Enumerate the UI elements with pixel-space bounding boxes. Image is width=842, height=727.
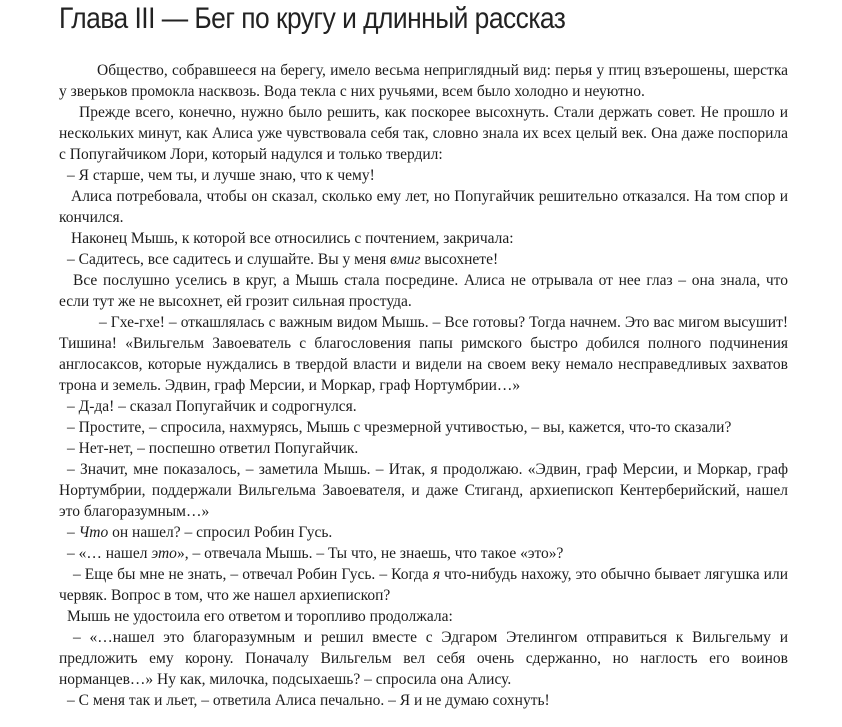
paragraph: – Садитесь, все садитесь и слушайте. Вы у меня вмиг высохнете!: [67, 251, 499, 268]
paragraph: Общество, собравшееся на берегу, имело весьма неприглядный вид: перья у птиц взъерошены, шерстка у зверьков промокла насквозь. Вода текла с них ручьями, всем было холодно и неуютно.: [59, 62, 788, 100]
paragraph: – Значит, мне показалось, – заметила Мышь. – Итак, я продолжаю. «Эдвин, граф Мерсии, и Моркар, граф Нортумбрии, поддержали Вильгельма Завоевателя, и даже Стиганд, архиепископ Кентерберийский, нашел это благоразумным…»: [59, 461, 788, 520]
paragraph: Прежде всего, конечно, нужно было решить, как поскорее высохнуть. Стали держать совет. Не прошло и нескольких минут, как Алиса уже чувствовала себя так, словно знала их всех целый век. Она даже поспорила с Попугайчиком Лори, который надулся и только твердил:: [59, 104, 788, 163]
paragraph: – Я старше, чем ты, и лучше знаю, что к чему!: [67, 167, 375, 184]
paragraph: Мышь не удостоила его ответом и торопливо продолжала:: [67, 608, 453, 625]
paragraph: – Простите, – спросила, нахмурясь, Мышь с чрезмерной учтивостью, – вы, кажется, что-то сказали?: [67, 419, 732, 436]
paragraph: – Еще бы мне не знать, – отвечал Робин Гусь. – Когда я что-нибудь нахожу, это обычно бывает лягушка или червяк. Вопрос в том, что же нашел архиепископ?: [59, 566, 789, 604]
chapter-text: [59, 60, 788, 711]
paragraph: – «… нашел это», – отвечала Мышь. – Ты что, не знаешь, что такое «это»?: [67, 545, 564, 562]
paragraph: – «…нашел это благоразумным и решил вместе с Эдгаром Этелингом отправиться к Вильгельму и предложить ему корону. Поначалу Вильгельм вел себя очень сдержанно, но наглость его воинов норманцев…» Ну как, милочка, подсыхаешь? – спросила она Алису.: [59, 629, 788, 688]
paragraph: – С меня так и льет, – ответила Алиса печально. – Я и не думаю сохнуть!: [67, 692, 550, 709]
paragraph: – Что он нашел? – спросил Робин Гусь.: [67, 524, 333, 541]
paragraph: Все послушно уселись в круг, а Мышь стала посредине. Алиса не отрывала от нее глаз – она знала, что если тут же не высохнет, ей грозит сильная простуда.: [59, 272, 788, 310]
paragraph: Алиса потребовала, чтобы он сказал, сколько ему лет, но Попугайчик решительно отказался. На том спор и кончился.: [59, 188, 788, 226]
paragraph: – Гхе-гхе! – откашлялась с важным видом Мышь. – Все готовы? Тогда начнем. Это вас мигом высушит! Тишина! «Вильгельм Завоеватель с благословения папы римского быстро добился полного подчинения англосаксов, которые нуждались в твердой власти и видели на своем веку немало несправедливых захватов трона и земель. Эдвин, граф Мерсии, и Моркар, граф Нортумбрии…»: [59, 314, 788, 394]
paragraph: – Нет-нет, – поспешно ответил Попугайчик.: [67, 440, 359, 457]
paragraph: – Д-да! – сказал Попугайчик и содрогнулся.: [67, 398, 357, 415]
chapter-title: Глава III — Бег по кругу и длинный рассказ: [59, 2, 566, 35]
paragraph: Наконец Мышь, к которой все относились с почтением, закричала:: [71, 230, 514, 247]
